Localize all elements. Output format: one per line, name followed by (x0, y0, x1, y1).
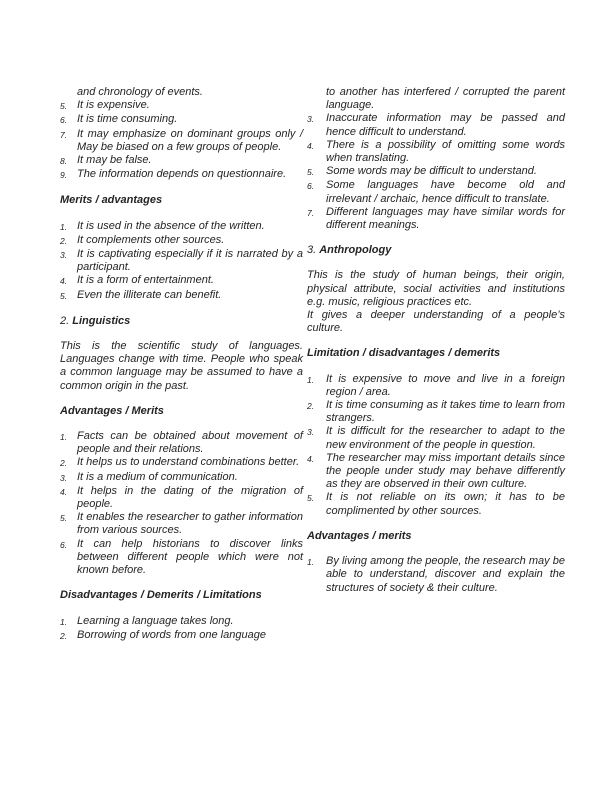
list-item (60, 274, 303, 288)
list-item-text: It is expensive to move and live in a foreign region / area. (326, 372, 565, 398)
list-item (307, 165, 565, 179)
paragraph-anthropology-intro: This is the study of human beings, their origin, physical attribute, social activities and institutions e.g. music, religious practices etc. (307, 269, 565, 308)
list-item-text: It is time consuming. (77, 113, 178, 126)
continuation-line: to another has interfered / corrupted the parent language. (326, 86, 565, 112)
list-item-number: 4. (307, 140, 315, 151)
list-item (60, 430, 303, 456)
list-item (60, 154, 303, 168)
list-item-text: Different languages may have similar words for different meanings. (326, 205, 565, 232)
list-item-text: The information depends on questionnaire. (77, 168, 287, 181)
list-item-number: 5. (60, 513, 68, 524)
list-item-text: Borrowing of words from one language (77, 628, 266, 641)
list-item-number: 3. (60, 250, 68, 261)
list-item-text: It is time consuming as it takes time to learn from strangers. (326, 399, 565, 425)
list-item-number: 2. (60, 630, 68, 641)
list-item (60, 289, 303, 303)
list-item-number: 5. (307, 167, 315, 178)
heading-text: Anthropology (319, 244, 392, 257)
continuation-line: and chronology of events. (77, 86, 203, 98)
list-anthropology-advantages (307, 555, 565, 595)
heading-number: 2. (60, 314, 73, 327)
list-item-text: Some words may be difficult to understand. (326, 165, 537, 178)
paragraph-linguistics-intro: This is the scientific study of languages. Languages change with time. People who speak a common language may be assumed to have a common origin in the past. (60, 340, 303, 392)
list-item-text: It is captivating especially if it is narrated by a participant. (77, 248, 303, 274)
list-item-text: It helps us to understand combinations better. (77, 456, 300, 469)
list-item (60, 220, 303, 234)
list-item (307, 179, 565, 205)
list-item-number: 7. (60, 129, 68, 140)
list-item-number: 4. (60, 486, 68, 497)
list-item (60, 234, 303, 248)
list-oral-merits (60, 220, 303, 303)
list-item (60, 168, 303, 182)
list-item-text: It can help historians to discover links between different people which were not known before. (77, 537, 303, 577)
right-column (307, 86, 565, 607)
list-anthropology-limitations (307, 373, 565, 518)
list-item-text: It is a form of entertainment. (77, 274, 214, 287)
list-item-text: It enables the researcher to gather information from various sources. (77, 511, 303, 537)
list-item-number: 1. (307, 557, 315, 568)
section-heading-advantages-merits: Advantages / Merits (60, 404, 164, 417)
list-item (60, 128, 303, 154)
section-heading-limitation-disadvantages-demerits: Limitation / disadvantages / demerits (307, 347, 501, 360)
list-item (307, 373, 565, 399)
list-item (60, 629, 303, 643)
list-item (307, 399, 565, 425)
list-item-number: 2. (307, 401, 315, 412)
list-item-number: 3. (307, 427, 315, 438)
paragraph-anthropology-benefit: It gives a deeper understanding of a people’s culture. (307, 309, 565, 335)
list-item-text: It is expensive. (77, 99, 150, 112)
list-item-number: 4. (307, 453, 315, 464)
list-item-number: 3. (307, 114, 315, 125)
section-heading-anthropology (307, 244, 565, 257)
list-item-text: Inaccurate information may be passed and hence difficult to understand. (326, 112, 565, 138)
list-item-number: 8. (60, 156, 68, 167)
list-item-text: It is a medium of communication. (77, 470, 238, 483)
list-item-text: By living among the people, the research may be able to understand, discover and explain the structures of society & their culture. (326, 555, 565, 594)
list-item (60, 511, 303, 537)
list-item-number: 4. (60, 276, 68, 287)
list-item-text: It is difficult for the researcher to adapt to the new environment of the people in question. (326, 425, 565, 451)
section-heading-merits-advantages: Merits / advantages (60, 194, 163, 207)
list-item-number: 1. (60, 432, 68, 443)
list-item (60, 538, 303, 578)
list-item-number: 9. (60, 170, 68, 181)
list-item-text: There is a possibility of omitting some words when translating. (326, 138, 565, 165)
list-item-number: 5. (60, 101, 68, 112)
list-item (307, 139, 565, 165)
list-item-text: It complements other sources. (77, 233, 225, 246)
list-item (307, 425, 565, 451)
list-item-text: Even the illiterate can benefit. (77, 288, 222, 301)
list-item (60, 615, 303, 629)
list-linguistics-disadvantages-continued (307, 86, 565, 232)
list-item-text: It may emphasize on dominant groups only / May be biased on a few groups of people. (77, 127, 303, 153)
list-linguistics-advantages (60, 430, 303, 577)
list-item-text: It may be false. (77, 154, 152, 167)
list-item-number: 6. (60, 115, 68, 126)
heading-text: Linguistics (72, 314, 131, 327)
list-item (60, 99, 303, 113)
list-linguistics-disadvantages (60, 615, 303, 643)
heading-number: 3. (307, 244, 320, 257)
list-item-number: 1. (60, 221, 68, 232)
list-item (60, 248, 303, 274)
section-heading-disadvantages-demerits-limitations: Disadvantages / Demerits / Limitations (60, 589, 262, 602)
list-item-number: 2. (60, 458, 68, 469)
list-item-text: It is used in the absence of the written. (77, 219, 265, 232)
list-item-text: Some languages have become old and irrelevant / archaic, hence difficult to translate. (326, 179, 565, 205)
list-item-number: 1. (307, 374, 315, 385)
left-column (60, 86, 303, 655)
list-item (60, 471, 303, 485)
list-item (307, 112, 565, 138)
list-item (307, 555, 565, 595)
list-item (60, 113, 303, 127)
list-item-number: 6. (307, 181, 315, 192)
list-item-number: 1. (60, 616, 68, 627)
section-heading-linguistics (60, 315, 303, 328)
list-item-text: Learning a language takes long. (77, 614, 234, 627)
list-item (307, 452, 565, 492)
list-item (307, 491, 565, 517)
list-oral-disadvantages-continued (60, 86, 303, 182)
list-item-number: 6. (60, 539, 68, 550)
list-item-number: 5. (307, 493, 315, 504)
list-item (307, 206, 565, 232)
list-item-number: 7. (307, 207, 315, 218)
section-heading-anthropology-advantages: Advantages / merits (307, 529, 412, 542)
list-item-text: It helps in the dating of the migration of people. (77, 484, 303, 511)
list-item-text: The researcher may miss important details since the people under study may behave differently as they are observed in their own culture. (326, 451, 565, 491)
list-item-number: 2. (60, 235, 68, 246)
list-item (60, 485, 303, 511)
list-item-text: Facts can be obtained about movement of people and their relations. (77, 430, 303, 456)
list-item-text: It is not reliable on its own; it has to be complimented by other sources. (326, 491, 565, 517)
list-item-number: 5. (60, 290, 68, 301)
list-item-number: 3. (60, 472, 68, 483)
list-item (60, 456, 303, 470)
